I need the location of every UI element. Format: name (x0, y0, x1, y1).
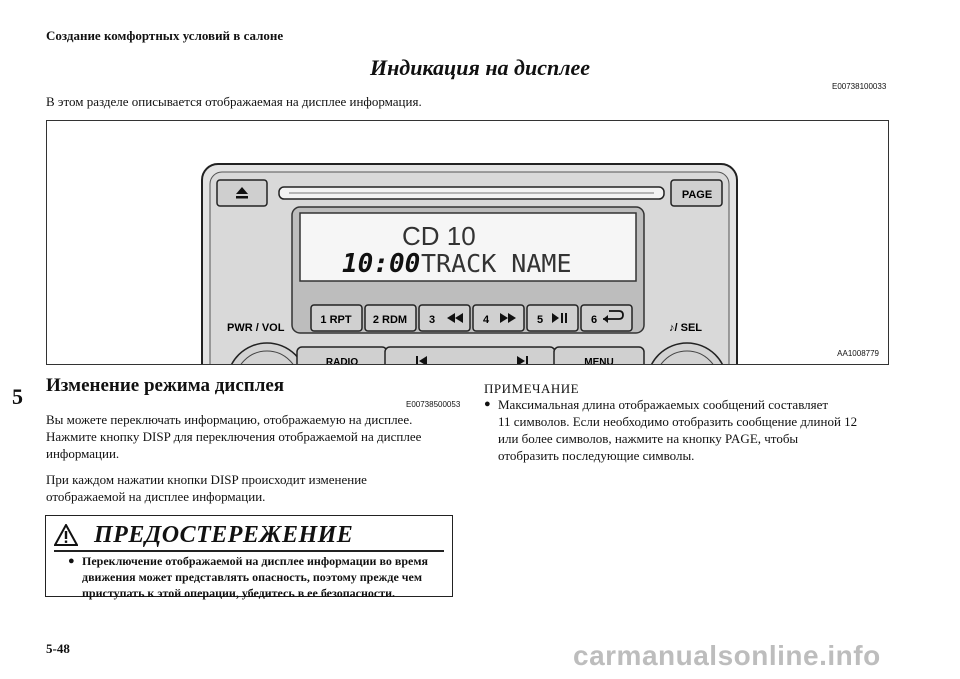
warning-header (54, 520, 444, 552)
para2-line2: отображаемой на дисплее информации. (46, 489, 266, 504)
seek-button (385, 347, 555, 365)
section-paragraph-2 (46, 471, 456, 505)
title-code: E00738100033 (832, 82, 887, 91)
note-text (498, 396, 857, 464)
note-line1: Максимальная длина отображаемых сообщений составляет (498, 397, 829, 412)
note-line3: или более символов, нажмите на кнопку PAGE, чтобы (498, 431, 799, 446)
pwr-vol-label: PWR / VOL (227, 322, 285, 334)
figure-id: AA1008779 (837, 349, 879, 358)
preset-label-3: 3 (429, 314, 436, 326)
preset-label-5: 5 (537, 314, 544, 326)
warning-bullet-icon: ● (68, 555, 75, 567)
warning-box (45, 515, 453, 600)
page-label: PAGE (681, 189, 713, 201)
warning-triangle-icon (54, 524, 78, 546)
display-track: TRACK NAME (421, 249, 572, 278)
display-time: 10:00 (342, 249, 421, 279)
para1-line3: информации. (46, 446, 120, 461)
note-line4: отобразить последующие символы. (498, 448, 695, 463)
intro-text: В этом разделе описывается отображаемая на дисплее информация. (46, 94, 422, 109)
running-header: Создание комфортных условий в салоне (46, 28, 284, 43)
menu-label: MENU (584, 357, 614, 365)
display-line1: CD 10 (402, 221, 476, 251)
page-title-text: Индикация на дисплее (369, 55, 591, 80)
note-item (484, 396, 894, 464)
note-line2: 11 символов. Если необходимо отобразить сообщение длиной 12 (498, 414, 858, 429)
radio-label: RADIO (325, 357, 359, 365)
preset-label-4: 4 (483, 314, 490, 326)
warning-title: ПРЕДОСТЕРЕЖЕНИЕ (94, 521, 354, 548)
radio-illustration (47, 121, 889, 365)
preset-label-2: 2 RDM (372, 314, 408, 326)
para1-line2: Нажмите кнопку DISP для переключения отображаемой на дисплее (46, 429, 422, 444)
page-number: 5-48 (46, 641, 70, 656)
warning-line2: движения может представлять опасность, поэтому прежде чем (82, 570, 423, 584)
para1-line1: Вы можете переключать информацию, отображаемую на дисплее. (46, 412, 413, 427)
preset-button-4 (473, 305, 524, 331)
radio-figure (46, 120, 889, 365)
page-title (0, 55, 960, 81)
chapter-number: 5 (12, 384, 23, 409)
warning-line1: Переключение отображаемой на дисплее информации во время (82, 554, 429, 568)
sel-label: ♪/ SEL (669, 322, 703, 334)
para2-line1: При каждом нажатии кнопки DISP происходит изменение (46, 472, 367, 487)
preset-label-6: 6 (591, 314, 598, 326)
section-heading: Изменение режима дисплея (46, 375, 285, 396)
watermark: carmanualsonline.info (573, 640, 881, 671)
warning-text (82, 553, 428, 601)
warning-body (68, 553, 444, 601)
preset-label-1: 1 RPT (320, 314, 352, 326)
bullet-icon: ● (484, 398, 491, 410)
warning-line3: приступать к этой операции, убедитесь в ее безопасности. (82, 586, 396, 600)
section-paragraph-1 (46, 411, 456, 462)
section-code: E00738500053 (406, 400, 461, 409)
note-title: ПРИМЕЧАНИЕ (484, 381, 580, 396)
